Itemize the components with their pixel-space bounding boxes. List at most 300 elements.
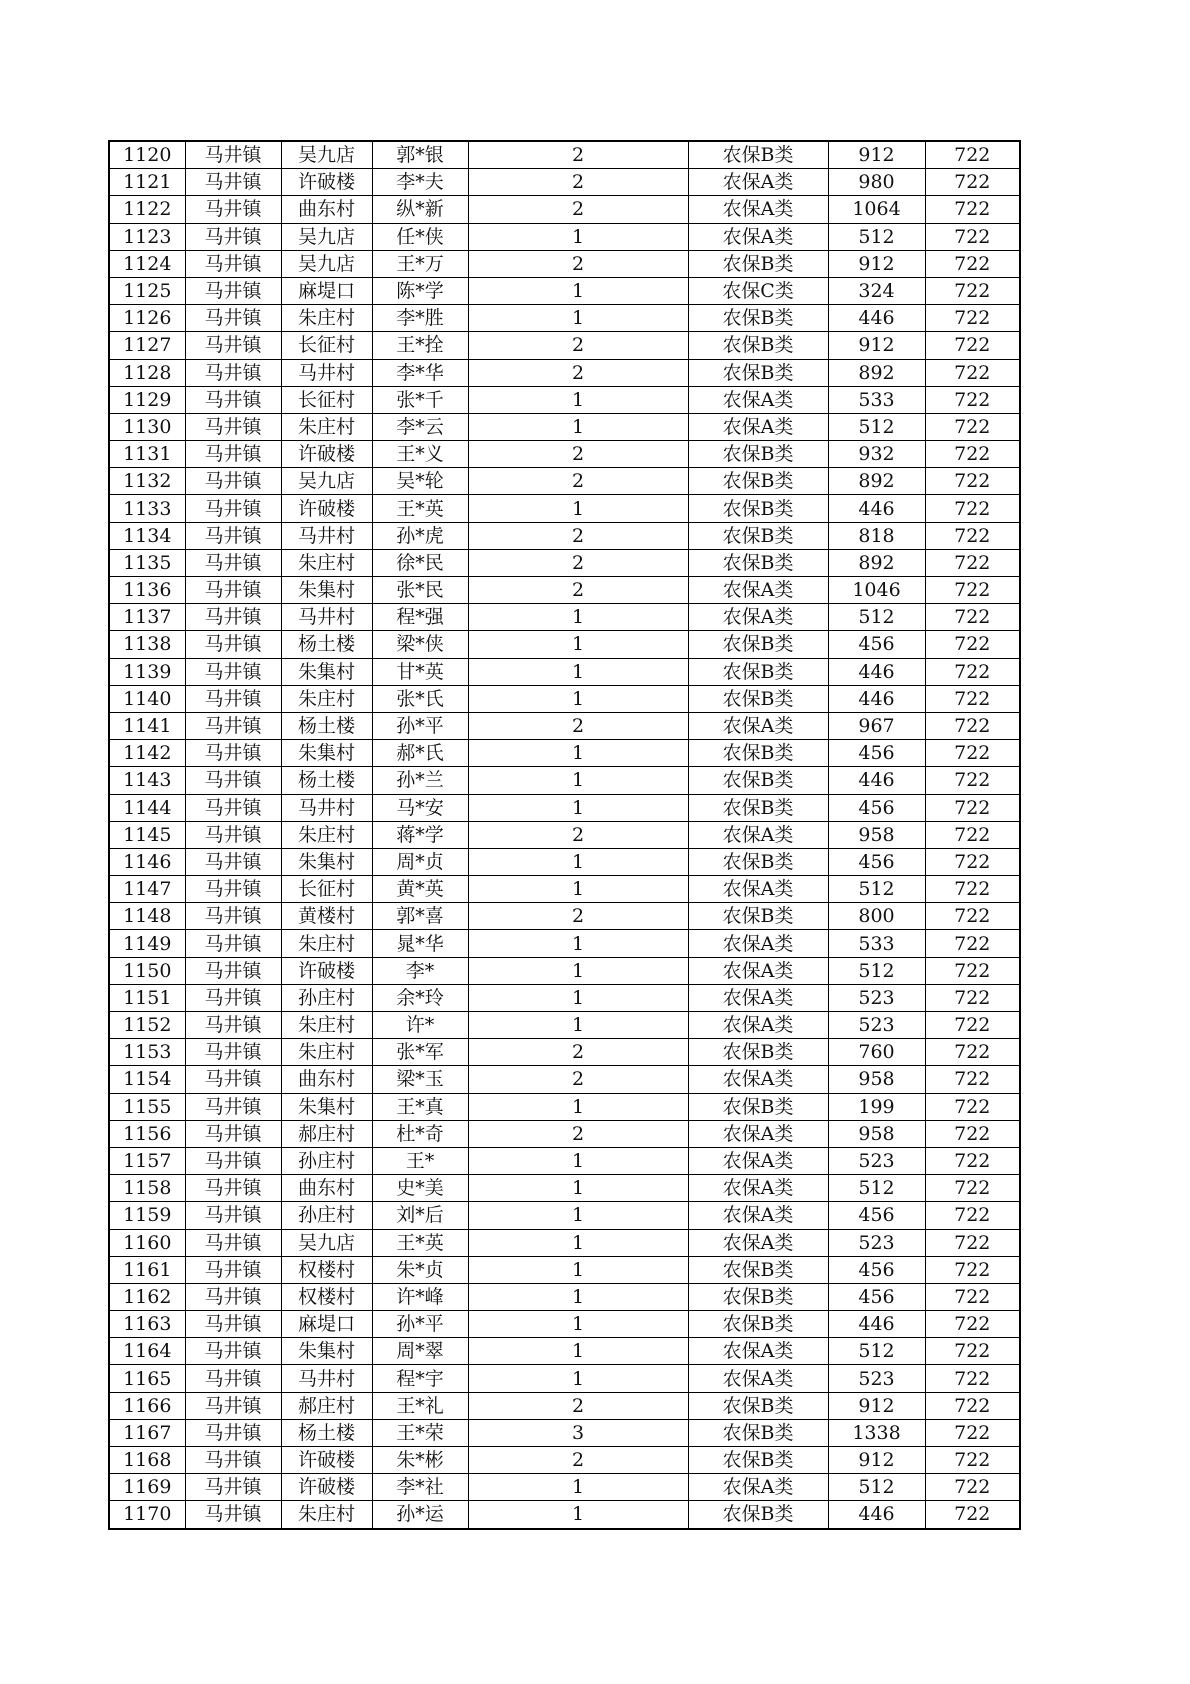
category-cell: 农保B类 <box>688 1283 828 1310</box>
amount-cell: 446 <box>828 685 925 712</box>
category-cell: 农保C类 <box>688 277 828 304</box>
town-cell: 马井镇 <box>185 658 281 685</box>
amount-cell: 512 <box>828 1474 925 1501</box>
category-cell: 农保B类 <box>688 359 828 386</box>
amount-cell: 446 <box>828 305 925 332</box>
amount-cell: 523 <box>828 1229 925 1256</box>
village-cell: 孙庄村 <box>281 984 372 1011</box>
table-row <box>109 767 1020 794</box>
town-cell: 马井镇 <box>185 794 281 821</box>
row-number-cell: 1130 <box>109 413 185 440</box>
amount-cell: 512 <box>828 957 925 984</box>
name-cell: 王*拴 <box>372 332 468 359</box>
village-cell: 朱集村 <box>281 740 372 767</box>
standard-cell: 722 <box>925 821 1020 848</box>
standard-cell: 722 <box>925 1093 1020 1120</box>
name-cell: 李*华 <box>372 359 468 386</box>
name-cell: 朱*彬 <box>372 1447 468 1474</box>
standard-cell: 722 <box>925 196 1020 223</box>
name-cell: 梁*侠 <box>372 631 468 658</box>
row-number-cell: 1126 <box>109 305 185 332</box>
town-cell: 马井镇 <box>185 223 281 250</box>
category-cell: 农保B类 <box>688 1447 828 1474</box>
name-cell: 王* <box>372 1147 468 1174</box>
amount-cell: 456 <box>828 794 925 821</box>
standard-cell: 722 <box>925 903 1020 930</box>
standard-cell: 722 <box>925 1175 1020 1202</box>
category-cell: 农保A类 <box>688 1338 828 1365</box>
category-cell: 农保B类 <box>688 848 828 875</box>
standard-cell: 722 <box>925 577 1020 604</box>
row-number-cell: 1127 <box>109 332 185 359</box>
standard-cell: 722 <box>925 141 1020 169</box>
town-cell: 马井镇 <box>185 1039 281 1066</box>
row-number-cell: 1145 <box>109 821 185 848</box>
village-cell: 吴九店 <box>281 468 372 495</box>
row-number-cell: 1163 <box>109 1311 185 1338</box>
village-cell: 吴九店 <box>281 141 372 169</box>
village-cell: 许破楼 <box>281 441 372 468</box>
town-cell: 马井镇 <box>185 1093 281 1120</box>
standard-cell: 722 <box>925 658 1020 685</box>
row-number-cell: 1137 <box>109 604 185 631</box>
household-count-cell: 2 <box>468 821 688 848</box>
table-row <box>109 1338 1020 1365</box>
row-number-cell: 1143 <box>109 767 185 794</box>
amount-cell: 523 <box>828 1365 925 1392</box>
name-cell: 李*夫 <box>372 169 468 196</box>
table-row <box>109 984 1020 1011</box>
standard-cell: 722 <box>925 413 1020 440</box>
town-cell: 马井镇 <box>185 1283 281 1310</box>
village-cell: 朱庄村 <box>281 305 372 332</box>
name-cell: 周*翠 <box>372 1338 468 1365</box>
table-row <box>109 604 1020 631</box>
amount-cell: 892 <box>828 468 925 495</box>
row-number-cell: 1142 <box>109 740 185 767</box>
village-cell: 许破楼 <box>281 957 372 984</box>
standard-cell: 722 <box>925 848 1020 875</box>
category-cell: 农保A类 <box>688 712 828 739</box>
row-number-cell: 1132 <box>109 468 185 495</box>
village-cell: 许破楼 <box>281 169 372 196</box>
household-count-cell: 1 <box>468 413 688 440</box>
household-count-cell: 2 <box>468 549 688 576</box>
town-cell: 马井镇 <box>185 631 281 658</box>
data-table <box>108 140 1021 1530</box>
amount-cell: 533 <box>828 386 925 413</box>
village-cell: 马井村 <box>281 522 372 549</box>
town-cell: 马井镇 <box>185 930 281 957</box>
category-cell: 农保B类 <box>688 1419 828 1446</box>
household-count-cell: 2 <box>468 359 688 386</box>
amount-cell: 523 <box>828 1012 925 1039</box>
name-cell: 史*美 <box>372 1175 468 1202</box>
category-cell: 农保B类 <box>688 1311 828 1338</box>
row-number-cell: 1152 <box>109 1012 185 1039</box>
category-cell: 农保B类 <box>688 305 828 332</box>
category-cell: 农保B类 <box>688 549 828 576</box>
name-cell: 王*礼 <box>372 1392 468 1419</box>
standard-cell: 722 <box>925 604 1020 631</box>
amount-cell: 892 <box>828 359 925 386</box>
town-cell: 马井镇 <box>185 1501 281 1529</box>
amount-cell: 967 <box>828 712 925 739</box>
row-number-cell: 1151 <box>109 984 185 1011</box>
table-row <box>109 794 1020 821</box>
household-count-cell: 1 <box>468 1202 688 1229</box>
town-cell: 马井镇 <box>185 1311 281 1338</box>
village-cell: 许破楼 <box>281 495 372 522</box>
household-count-cell: 2 <box>468 250 688 277</box>
town-cell: 马井镇 <box>185 1229 281 1256</box>
name-cell: 张*千 <box>372 386 468 413</box>
table-row <box>109 1039 1020 1066</box>
village-cell: 许破楼 <box>281 1447 372 1474</box>
name-cell: 王*英 <box>372 1229 468 1256</box>
standard-cell: 722 <box>925 1283 1020 1310</box>
household-count-cell: 2 <box>468 1066 688 1093</box>
name-cell: 马*安 <box>372 794 468 821</box>
amount-cell: 1046 <box>828 577 925 604</box>
village-cell: 长征村 <box>281 386 372 413</box>
row-number-cell: 1162 <box>109 1283 185 1310</box>
household-count-cell: 2 <box>468 712 688 739</box>
table-row <box>109 1175 1020 1202</box>
village-cell: 朱庄村 <box>281 685 372 712</box>
category-cell: 农保A类 <box>688 1365 828 1392</box>
standard-cell: 722 <box>925 876 1020 903</box>
village-cell: 朱庄村 <box>281 821 372 848</box>
name-cell: 任*侠 <box>372 223 468 250</box>
row-number-cell: 1148 <box>109 903 185 930</box>
row-number-cell: 1133 <box>109 495 185 522</box>
village-cell: 长征村 <box>281 332 372 359</box>
category-cell: 农保A类 <box>688 223 828 250</box>
standard-cell: 722 <box>925 277 1020 304</box>
village-cell: 长征村 <box>281 876 372 903</box>
village-cell: 马井村 <box>281 1365 372 1392</box>
amount-cell: 512 <box>828 876 925 903</box>
standard-cell: 722 <box>925 1202 1020 1229</box>
row-number-cell: 1161 <box>109 1256 185 1283</box>
village-cell: 朱集村 <box>281 1338 372 1365</box>
row-number-cell: 1170 <box>109 1501 185 1529</box>
town-cell: 马井镇 <box>185 1392 281 1419</box>
household-count-cell: 1 <box>468 277 688 304</box>
standard-cell: 722 <box>925 468 1020 495</box>
row-number-cell: 1150 <box>109 957 185 984</box>
household-count-cell: 1 <box>468 930 688 957</box>
category-cell: 农保B类 <box>688 141 828 169</box>
amount-cell: 512 <box>828 413 925 440</box>
row-number-cell: 1149 <box>109 930 185 957</box>
amount-cell: 523 <box>828 984 925 1011</box>
row-number-cell: 1160 <box>109 1229 185 1256</box>
table-row <box>109 549 1020 576</box>
village-cell: 朱庄村 <box>281 413 372 440</box>
household-count-cell: 1 <box>468 984 688 1011</box>
category-cell: 农保B类 <box>688 522 828 549</box>
row-number-cell: 1139 <box>109 658 185 685</box>
name-cell: 李* <box>372 957 468 984</box>
amount-cell: 1064 <box>828 196 925 223</box>
amount-cell: 512 <box>828 604 925 631</box>
standard-cell: 722 <box>925 1256 1020 1283</box>
standard-cell: 722 <box>925 1147 1020 1174</box>
town-cell: 马井镇 <box>185 141 281 169</box>
household-count-cell: 2 <box>468 468 688 495</box>
category-cell: 农保B类 <box>688 903 828 930</box>
town-cell: 马井镇 <box>185 1066 281 1093</box>
village-cell: 曲东村 <box>281 196 372 223</box>
household-count-cell: 1 <box>468 604 688 631</box>
category-cell: 农保A类 <box>688 876 828 903</box>
town-cell: 马井镇 <box>185 1338 281 1365</box>
row-number-cell: 1158 <box>109 1175 185 1202</box>
name-cell: 李*云 <box>372 413 468 440</box>
amount-cell: 512 <box>828 1338 925 1365</box>
table-row <box>109 903 1020 930</box>
amount-cell: 446 <box>828 767 925 794</box>
amount-cell: 512 <box>828 223 925 250</box>
amount-cell: 912 <box>828 141 925 169</box>
village-cell: 郝庄村 <box>281 1392 372 1419</box>
category-cell: 农保B类 <box>688 1392 828 1419</box>
standard-cell: 722 <box>925 1229 1020 1256</box>
name-cell: 李*社 <box>372 1474 468 1501</box>
table-row <box>109 1447 1020 1474</box>
village-cell: 曲东村 <box>281 1066 372 1093</box>
town-cell: 马井镇 <box>185 359 281 386</box>
table-row <box>109 196 1020 223</box>
standard-cell: 722 <box>925 1365 1020 1392</box>
table-row <box>109 876 1020 903</box>
household-count-cell: 1 <box>468 386 688 413</box>
name-cell: 王*真 <box>372 1093 468 1120</box>
village-cell: 杨土楼 <box>281 631 372 658</box>
standard-cell: 722 <box>925 984 1020 1011</box>
standard-cell: 722 <box>925 685 1020 712</box>
row-number-cell: 1128 <box>109 359 185 386</box>
village-cell: 吴九店 <box>281 250 372 277</box>
household-count-cell: 1 <box>468 957 688 984</box>
household-count-cell: 1 <box>468 1474 688 1501</box>
town-cell: 马井镇 <box>185 468 281 495</box>
village-cell: 朱庄村 <box>281 1039 372 1066</box>
standard-cell: 722 <box>925 1012 1020 1039</box>
village-cell: 麻堤口 <box>281 1311 372 1338</box>
town-cell: 马井镇 <box>185 1365 281 1392</box>
category-cell: 农保A类 <box>688 984 828 1011</box>
table-row <box>109 250 1020 277</box>
town-cell: 马井镇 <box>185 577 281 604</box>
row-number-cell: 1141 <box>109 712 185 739</box>
name-cell: 郝*氏 <box>372 740 468 767</box>
standard-cell: 722 <box>925 1120 1020 1147</box>
amount-cell: 456 <box>828 1256 925 1283</box>
amount-cell: 892 <box>828 549 925 576</box>
category-cell: 农保B类 <box>688 740 828 767</box>
household-count-cell: 3 <box>468 1419 688 1446</box>
row-number-cell: 1144 <box>109 794 185 821</box>
village-cell: 朱庄村 <box>281 1501 372 1529</box>
standard-cell: 722 <box>925 740 1020 767</box>
table-row <box>109 631 1020 658</box>
town-cell: 马井镇 <box>185 522 281 549</box>
table-row <box>109 386 1020 413</box>
row-number-cell: 1155 <box>109 1093 185 1120</box>
name-cell: 周*贞 <box>372 848 468 875</box>
name-cell: 陈*学 <box>372 277 468 304</box>
name-cell: 梁*玉 <box>372 1066 468 1093</box>
village-cell: 杨土楼 <box>281 767 372 794</box>
category-cell: 农保B类 <box>688 767 828 794</box>
town-cell: 马井镇 <box>185 495 281 522</box>
town-cell: 马井镇 <box>185 386 281 413</box>
name-cell: 王*万 <box>372 250 468 277</box>
row-number-cell: 1129 <box>109 386 185 413</box>
table-row <box>109 1392 1020 1419</box>
household-count-cell: 1 <box>468 1283 688 1310</box>
amount-cell: 446 <box>828 658 925 685</box>
household-count-cell: 2 <box>468 141 688 169</box>
amount-cell: 800 <box>828 903 925 930</box>
standard-cell: 722 <box>925 305 1020 332</box>
row-number-cell: 1164 <box>109 1338 185 1365</box>
household-count-cell: 1 <box>468 848 688 875</box>
household-count-cell: 1 <box>468 1256 688 1283</box>
name-cell: 杜*奇 <box>372 1120 468 1147</box>
table-row <box>109 1229 1020 1256</box>
amount-cell: 1338 <box>828 1419 925 1446</box>
table-row <box>109 1066 1020 1093</box>
village-cell: 孙庄村 <box>281 1147 372 1174</box>
village-cell: 郝庄村 <box>281 1120 372 1147</box>
standard-cell: 722 <box>925 1338 1020 1365</box>
name-cell: 张*氏 <box>372 685 468 712</box>
village-cell: 吴九店 <box>281 1229 372 1256</box>
row-number-cell: 1153 <box>109 1039 185 1066</box>
household-count-cell: 1 <box>468 740 688 767</box>
standard-cell: 722 <box>925 930 1020 957</box>
standard-cell: 722 <box>925 386 1020 413</box>
amount-cell: 456 <box>828 631 925 658</box>
amount-cell: 446 <box>828 495 925 522</box>
amount-cell: 912 <box>828 1447 925 1474</box>
household-count-cell: 1 <box>468 1501 688 1529</box>
household-count-cell: 1 <box>468 767 688 794</box>
name-cell: 吴*轮 <box>372 468 468 495</box>
table-row <box>109 1365 1020 1392</box>
category-cell: 农保A类 <box>688 1120 828 1147</box>
name-cell: 张*军 <box>372 1039 468 1066</box>
name-cell: 黄*英 <box>372 876 468 903</box>
table-row <box>109 169 1020 196</box>
household-count-cell: 2 <box>468 1392 688 1419</box>
standard-cell: 722 <box>925 1392 1020 1419</box>
name-cell: 程*强 <box>372 604 468 631</box>
name-cell: 朱*贞 <box>372 1256 468 1283</box>
category-cell: 农保B类 <box>688 468 828 495</box>
table-row <box>109 1147 1020 1174</box>
row-number-cell: 1169 <box>109 1474 185 1501</box>
name-cell: 晁*华 <box>372 930 468 957</box>
table-row <box>109 577 1020 604</box>
amount-cell: 446 <box>828 1311 925 1338</box>
table-row <box>109 740 1020 767</box>
category-cell: 农保B类 <box>688 1039 828 1066</box>
standard-cell: 722 <box>925 767 1020 794</box>
village-cell: 吴九店 <box>281 223 372 250</box>
name-cell: 刘*后 <box>372 1202 468 1229</box>
table-row <box>109 658 1020 685</box>
table-row <box>109 522 1020 549</box>
amount-cell: 324 <box>828 277 925 304</box>
row-number-cell: 1146 <box>109 848 185 875</box>
amount-cell: 512 <box>828 1175 925 1202</box>
town-cell: 马井镇 <box>185 1175 281 1202</box>
standard-cell: 722 <box>925 1419 1020 1446</box>
row-number-cell: 1147 <box>109 876 185 903</box>
town-cell: 马井镇 <box>185 712 281 739</box>
household-count-cell: 1 <box>468 658 688 685</box>
category-cell: 农保A类 <box>688 386 828 413</box>
standard-cell: 722 <box>925 1066 1020 1093</box>
amount-cell: 456 <box>828 740 925 767</box>
amount-cell: 958 <box>828 821 925 848</box>
row-number-cell: 1123 <box>109 223 185 250</box>
household-count-cell: 2 <box>468 903 688 930</box>
name-cell: 王*荣 <box>372 1419 468 1446</box>
town-cell: 马井镇 <box>185 169 281 196</box>
household-count-cell: 1 <box>468 1338 688 1365</box>
village-cell: 朱集村 <box>281 658 372 685</box>
household-count-cell: 2 <box>468 1447 688 1474</box>
table-row <box>109 848 1020 875</box>
household-count-cell: 1 <box>468 1147 688 1174</box>
category-cell: 农保B类 <box>688 794 828 821</box>
name-cell: 孙*虎 <box>372 522 468 549</box>
category-cell: 农保A类 <box>688 1012 828 1039</box>
standard-cell: 722 <box>925 549 1020 576</box>
row-number-cell: 1138 <box>109 631 185 658</box>
household-count-cell: 2 <box>468 1039 688 1066</box>
name-cell: 张*民 <box>372 577 468 604</box>
table-row <box>109 930 1020 957</box>
household-count-cell: 2 <box>468 577 688 604</box>
standard-cell: 722 <box>925 631 1020 658</box>
table-row <box>109 1120 1020 1147</box>
household-count-cell: 2 <box>468 441 688 468</box>
name-cell: 蒋*学 <box>372 821 468 848</box>
name-cell: 孙*运 <box>372 1501 468 1529</box>
row-number-cell: 1140 <box>109 685 185 712</box>
table-row <box>109 685 1020 712</box>
household-count-cell: 1 <box>468 305 688 332</box>
town-cell: 马井镇 <box>185 332 281 359</box>
name-cell: 孙*平 <box>372 712 468 739</box>
town-cell: 马井镇 <box>185 1120 281 1147</box>
town-cell: 马井镇 <box>185 740 281 767</box>
amount-cell: 760 <box>828 1039 925 1066</box>
town-cell: 马井镇 <box>185 848 281 875</box>
household-count-cell: 1 <box>468 1311 688 1338</box>
amount-cell: 199 <box>828 1093 925 1120</box>
standard-cell: 722 <box>925 1447 1020 1474</box>
village-cell: 马井村 <box>281 794 372 821</box>
table-row <box>109 495 1020 522</box>
